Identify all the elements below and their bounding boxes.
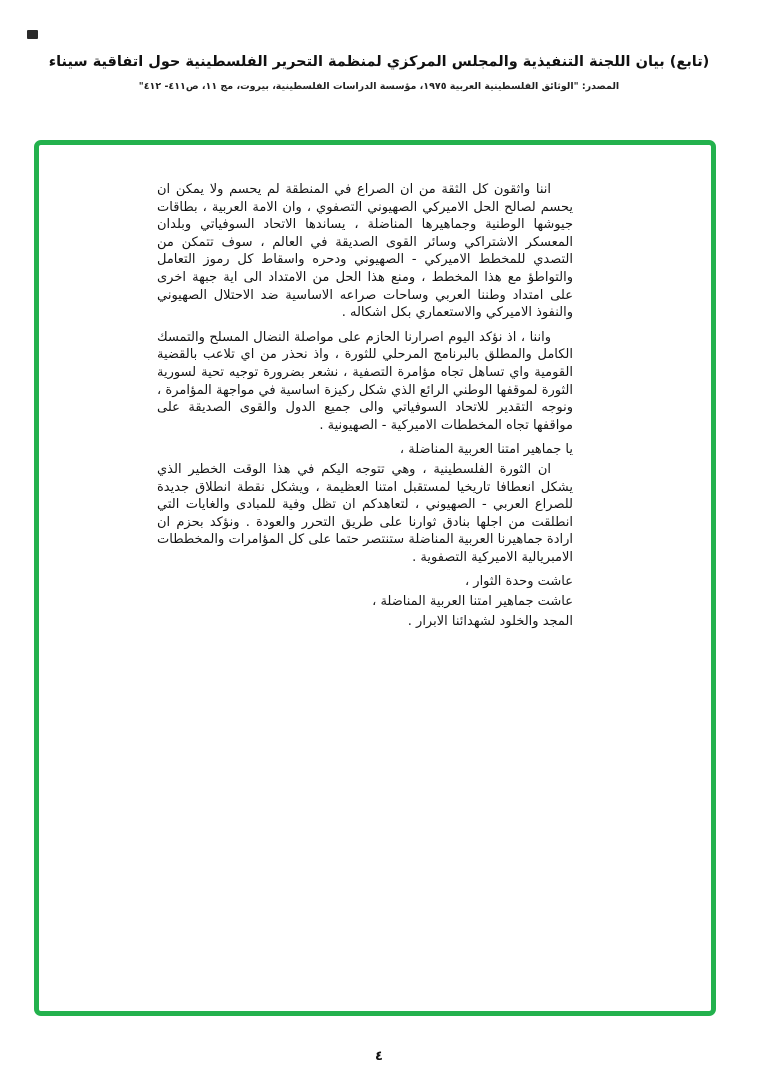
closing-line-1: عاشت وحدة الثوار ، (464, 574, 573, 590)
document-title: (تابع) بيان اللجنة التنفيذية والمجلس المركزي لمنظمة التحرير الفلسطينية حول اتفاقية سيناء (48, 54, 710, 70)
document-header (0, 52, 758, 92)
salutation-line: يا جماهير امتنا العربية المناضلة ، (399, 442, 573, 458)
closing-line-3: المجد والخلود لشهدائنا الابرار . (407, 613, 573, 629)
page-number: ٤ (375, 1049, 383, 1064)
scan-artifact (27, 30, 38, 39)
document-footer (0, 1049, 758, 1064)
body-text (157, 181, 573, 630)
paragraph-2: واننا ، اذ نؤكد اليوم اصرارنا الحازم على مواصلة النضال المسلح والتمسك الكامل والمطلق بالبرنامج المرحلي للثورة ، واذ نحذر من اي تلاعب بالقضية القومية واي تساهل تجاه مؤامرة التصفية ، نشعر بضرورة توجيه تحية لسورية الثورة لموقفها الوطني الرائع الذي شكل ركيزة اساسية في مواجهة المؤامرة ، ونوجه التقدير للاتحاد السوفياتي والى جميع الدول والقوى الصديقة على مواقفها تجاه المخططات الاميركية - الصهيونية . (157, 329, 573, 433)
paragraph-1: اننا واثقون كل الثقة من ان الصراع في المنطقة لم يحسم ولا يمكن ان يحسم لصالح الحل الاميركي الصهيوني التصفوي ، وان الامة العربية ، بطاقات جيوشها الوطنية وجماهيرها المناضلة ، يساندها الاتحاد السوفياتي وبلدان المعسكر الاشتراكي وسائر القوى الصديقة في العالم ، سوف تتمكن من التصدي للمخطط الاميركي - الصهيوني ودحره واسقاط كل رموز التعامل والتواطؤ مع هذا المخطط ، ومنع هذا الحل من الامتداد الى اية جبهة اخرى على امتداد وطننا العربي وساحات صراعه الاساسية ضد الاحتلال الصهيوني والنفوذ الاميركي والاستعماري بكل اشكاله . (157, 182, 573, 321)
content-frame (34, 140, 716, 1016)
closing-line-2: عاشت جماهير امتنا العربية المناضلة ، (372, 594, 573, 610)
source-line: المصدر: "الوثائق الفلسطينية العربية ١٩٧٥، مؤسسة الدراسات الفلسطينية، بيروت، مج ١١، ص٤١١- ٤١٢" (138, 81, 620, 93)
paragraph-3: ان الثورة الفلسطينية ، وهي تتوجه اليكم في هذا الوقت الخطير الذي يشكل انعطافا تاريخيا لمستقبل امتنا العظيمة ، ويشكل نقطة انطلاق جديدة للصراع العربي - الصهيوني ، لتعاهدكم ان تظل وفية للمبادى والغايات التي انطلقت من اجلها بنادق ثوارنا على طريق التحرر والعودة . ونؤكد بحزم ان ارادة جماهيرنا العربية المناضلة ستنتصر حتما على كل المؤامرات والمخططات الامبريالية الاميركية التصفوية . (157, 461, 573, 565)
